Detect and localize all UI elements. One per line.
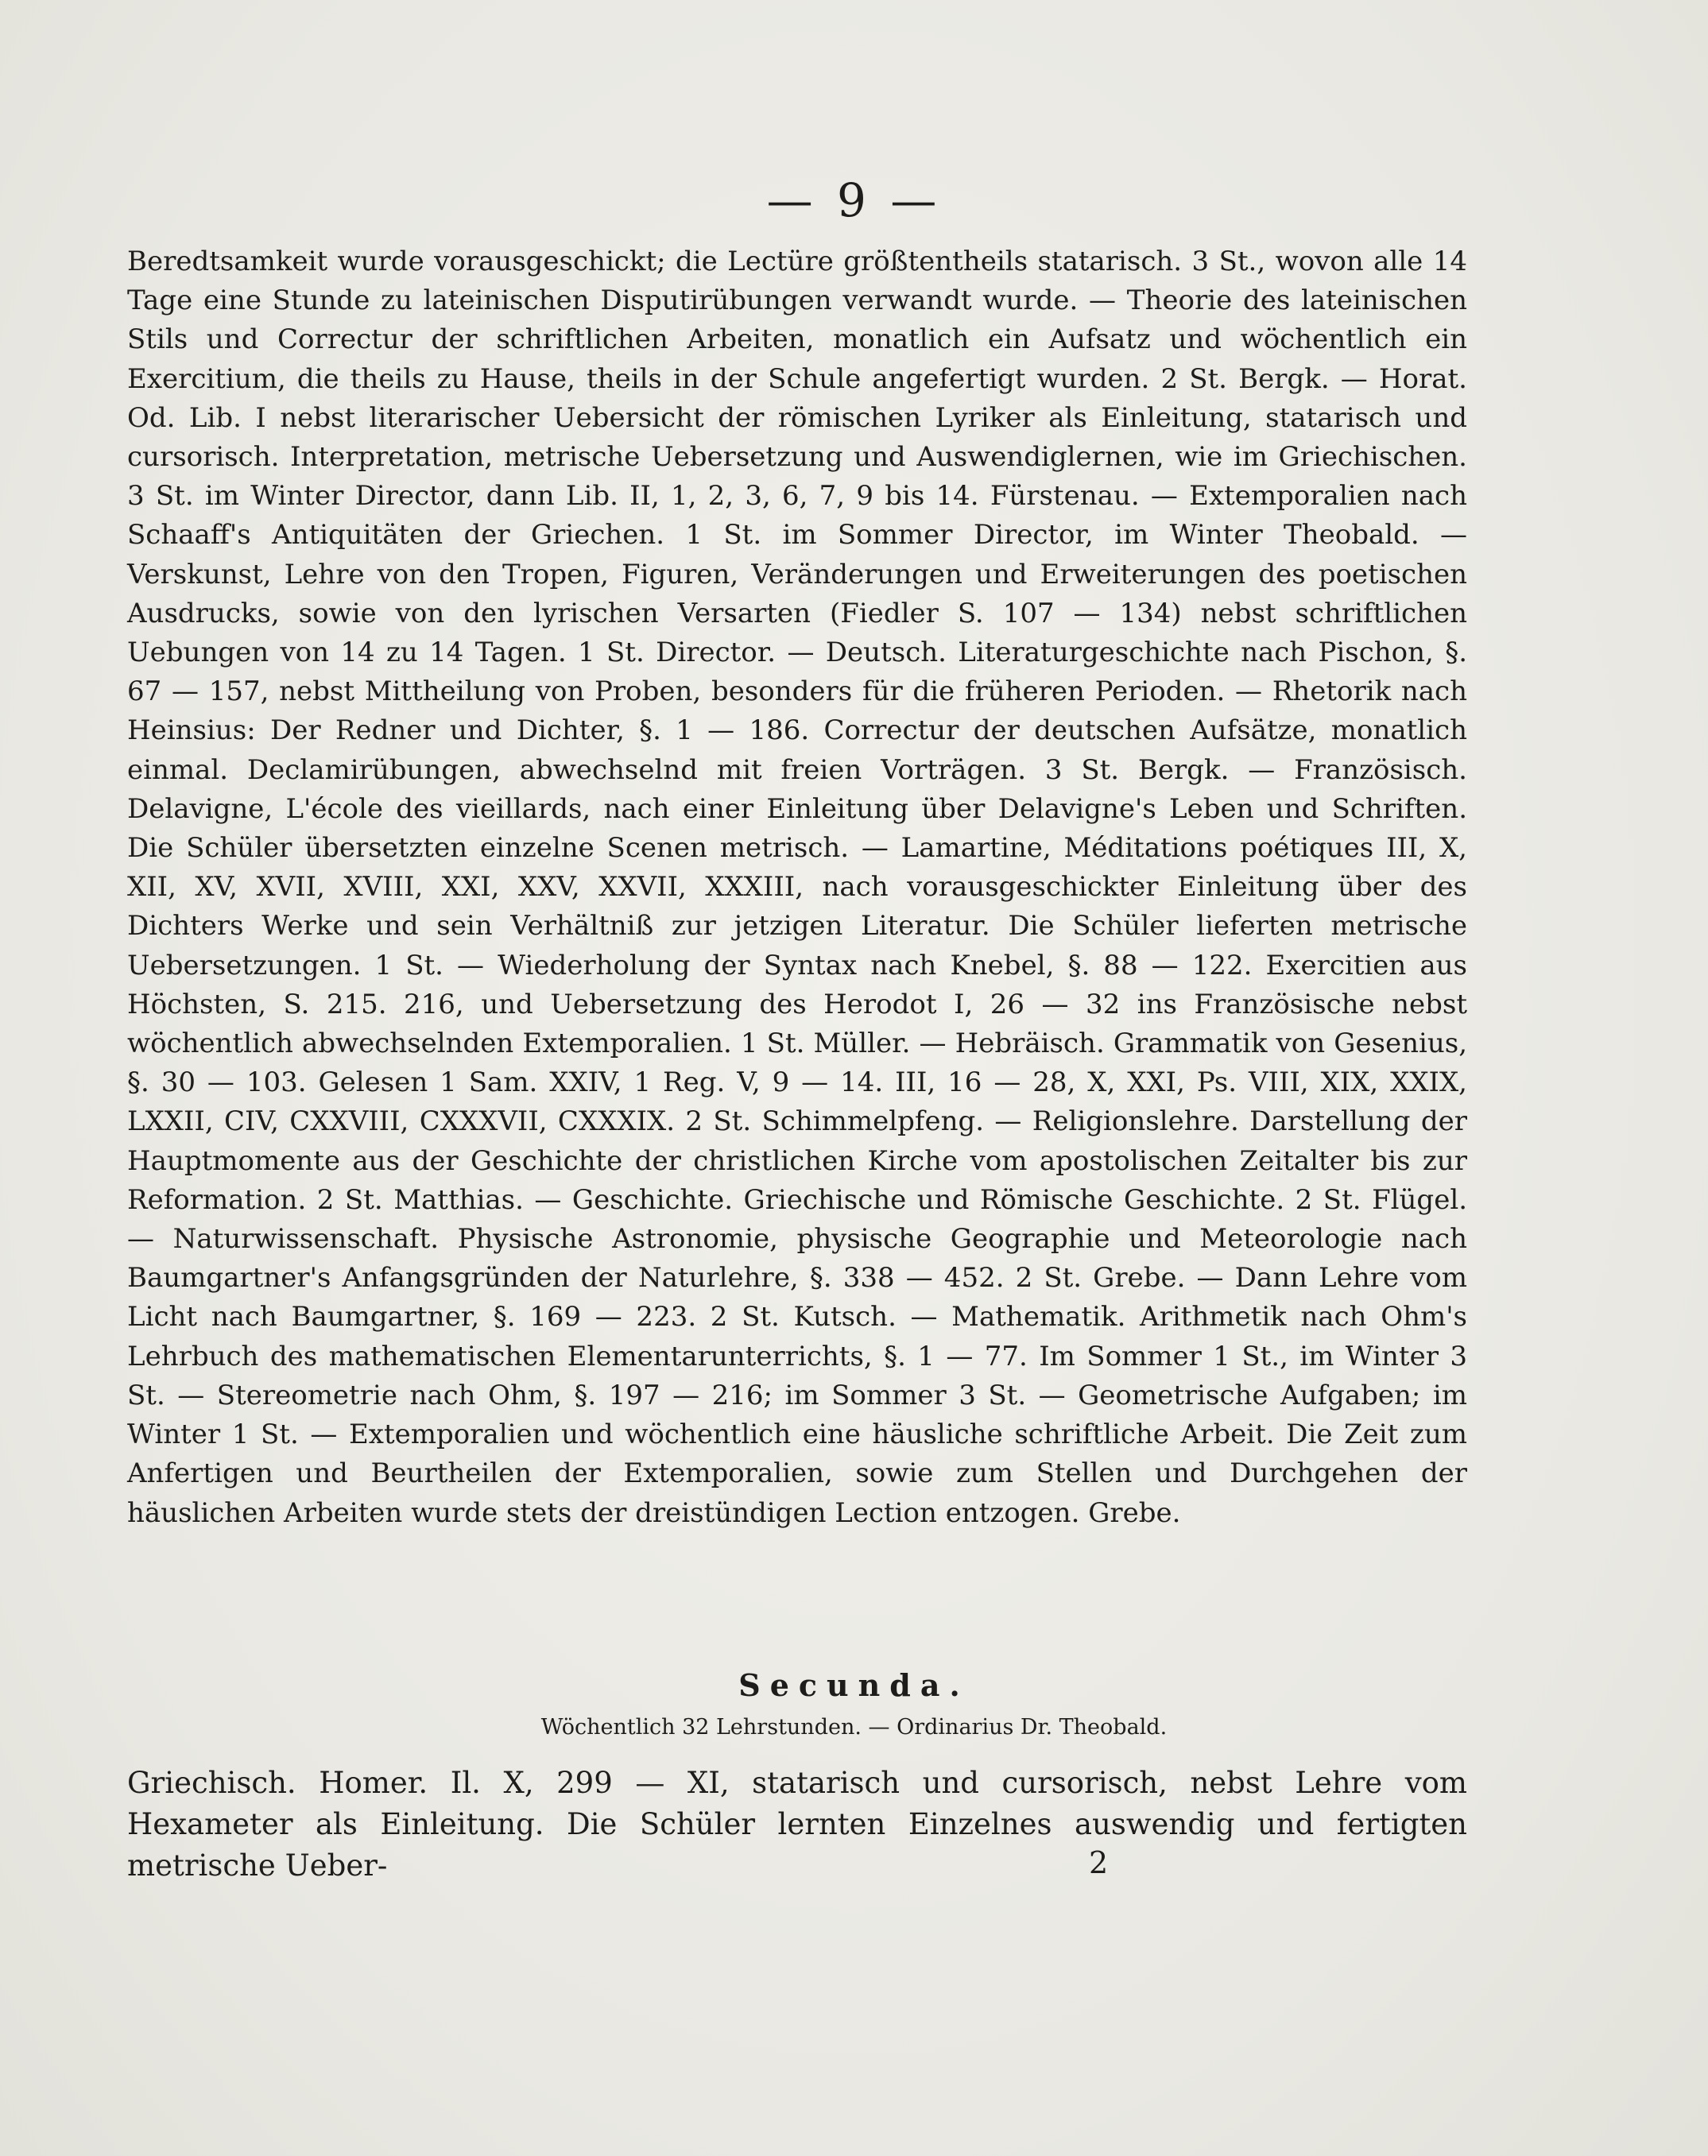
section-heading: Secunda.: [738, 1667, 970, 1703]
signature-mark: 2: [1089, 1845, 1109, 1880]
section-subheading: Wöchentlich 32 Lehrstunden. — Ordinarius Dr. Theobald.: [540, 1715, 1168, 1740]
page-number: — 9 —: [766, 173, 942, 227]
section-paragraph: Griechisch. Homer. Il. X, 299 — XI, statarisch und cursorisch, nebst Lehre vom Hexameter als Einleitung. Die Schüler lernten Einzelnes auswendig und fertigten metrische Ueber-: [127, 1766, 1467, 1883]
body-paragraph: Beredtsamkeit wurde vorausgeschickt; die Lectüre größtentheils statarisch. 3 St., wovon alle 14 Tage eine Stunde zu lateinischen Disputirübungen verwandt wurde. — Theorie des lateinischen Stils und Correctur der schriftlichen Arbeiten, monatlich ein Aufsatz und wöchentlich ein Exercitium, die theils zu Hause, theils in der Schule angefertigt wurden. 2 St. Bergk. — Horat. Od. Lib. I nebst literarischer Uebersicht der römischen Lyriker als Einleitung, statarisch und cursorisch. Interpretation, metrische Uebersetzung und Auswendiglernen, wie im Griechischen. 3 St. im Winter Director, dann Lib. II, 1, 2, 3, 6, 7, 9 bis 14. Fürstenau. — Extemporalien nach Schaaff's Antiquitäten der Griechen. 1 St. im Sommer Director, im Winter Theobald. — Verskunst, Lehre von den Tropen, Figuren, Veränderungen und Erweiterungen des poetischen Ausdrucks, sowie von den lyrischen Versarten (Fiedler S. 107 — 134) nebst schriftlichen Uebungen von 14 zu 14 Tagen. 1 St. Director. — Deutsch. Literaturgeschichte nach Pischon, §. 67 — 157, nebst Mittheilung von Proben, besonders für die früheren Perioden. — Rhetorik nach Heinsius: Der Redner und Dichter, §. 1 — 186. Correctur der deutschen Aufsätze, monatlich einmal. Declamirübungen, abwechselnd mit freien Vorträgen. 3 St. Bergk. — Französisch. Delavigne, L'école des vieillards, nach einer Einleitung über Delavigne's Leben und Schriften. Die Schüler übersetzten einzelne Scenen metrisch. — Lamartine, Méditations poétiques III, X, XII, XV, XVII, XVIII, XXI, XXV, XXVII, XXXIII, nach vorausgeschickter Einleitung über des Dichters Werke und sein Verhältniß zur jetzigen Literatur. Die Schüler lieferten metrische Uebersetzungen. 1 St. — Wiederholung der Syntax nach Knebel, §. 88 — 122. Exercitien aus Höchsten, S. 215. 216, und Uebersetzung des Herodot I, 26 — 32 ins Französische nebst wöchentlich abwechselnden Extemporalien. 1 St. Müller. — Hebräisch. Grammatik von Gesenius, §. 30 — 103. Gelesen 1 Sam. XXIV, 1 Reg. V, 9 — 14. III, 16 — 28, X, XXI, Ps. VIII, XIX, XXIX, LXXII, CIV, CXXVIII, CXXXVII, CXXXIX. 2 St. Schimmelpfeng. — Religionslehre. Darstellung der Hauptmomente aus der Geschichte der christlichen Kirche vom apostolischen Zeitalter bis zur Reformation. 2 St. Matthias. — Geschichte. Griechische und Römische Geschichte. 2 St. Flügel. — Naturwissenschaft. Physische Astronomie, physische Geographie und Meteorologie nach Baumgartner's Anfangsgründen der Naturlehre, §. 338 — 452. 2 St. Grebe. — Dann Lehre vom Licht nach Baumgartner, §. 169 — 223. 2 St. Kutsch. — Mathematik. Arithmetik nach Ohm's Lehrbuch des mathematischen Elementarunterrichts, §. 1 — 77. Im Sommer 1 St., im Winter 3 St. — Stereometrie nach Ohm, §. 197 — 216; im Sommer 3 St. — Geometrische Aufgaben; im Winter 1 St. — Extemporalien und wöchentlich eine häusliche schriftliche Arbeit. Die Zeit zum Anfertigen und Beurtheilen der Extemporalien, sowie zum Stellen und Durchgehen der häuslichen Arbeiten wurde stets der dreistündigen Lection entzogen. Grebe.: [127, 246, 1467, 1529]
